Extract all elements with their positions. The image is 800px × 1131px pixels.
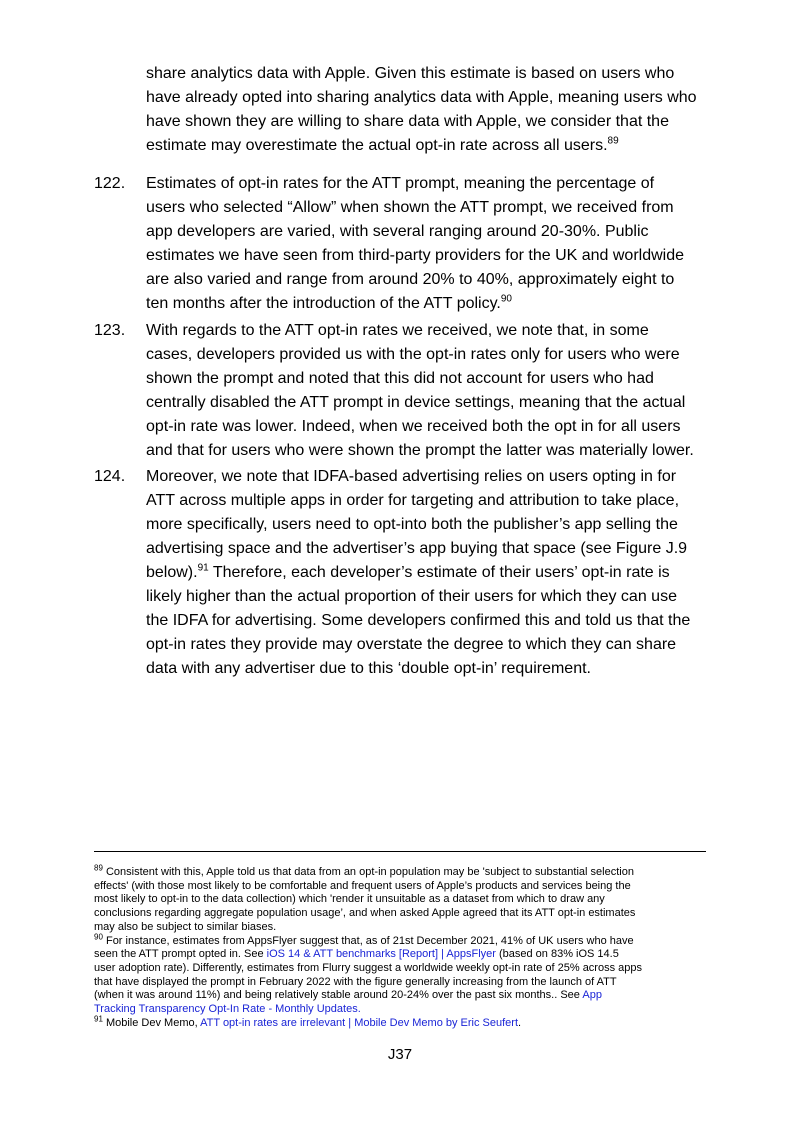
flurry-report-link-continued[interactable]: Tracking Transparency Opt-In Rate - Monthly Updates. [94,1003,361,1016]
paragraph-line: and that for users who were shown the prompt the latter was materially lower. [146,442,694,459]
footnote-text: (when it was around 11%) and being relatively stable around 20-24% over the past six months.. See [94,989,583,1002]
footnote-line: may also be subject to similar biases. [94,920,277,933]
paragraph-line: advertising space and the advertiser’s app buying that space (see Figure J.9 [146,540,688,557]
paragraph-line: share analytics data with Apple. Given this estimate is based on users who [146,65,675,82]
paragraph-line: centrally disabled the ATT prompt in device settings, meaning that the actual [146,394,686,411]
paragraph-line: opt-in rate was lower. Indeed, when we received both the opt in for all users [146,418,681,435]
paragraph-line: the IDFA for advertising. Some developers confirmed this and told us that the [146,612,691,629]
footnote-line: Consistent with this, Apple told us that data from an opt-in population may be 'subject to substantial selection [105,866,634,878]
footnote-ref-91[interactable]: 91 [197,562,209,574]
footnote-separator [94,851,706,852]
paragraph-line: more specifically, users need to opt-into both the publisher’s app selling the [146,516,678,533]
footnote-marker: 90 [94,931,103,941]
footnote-line: For instance, estimates from AppsFlyer suggest that, as of 21st December 2021, 41% of UK users who have [105,934,634,947]
footnote-line: most likely to opt-in to the data collection) which 'render it unsuitable as a dataset from which to draw any [94,893,605,906]
paragraph-124 [94,465,708,681]
paragraph-number: 124. [94,468,126,485]
paragraph-123 [94,319,708,463]
paragraph-line: ten months after the introduction of the ATT policy. [146,295,501,312]
footnote-marker: 91 [94,1014,103,1024]
paragraph-line: Moreover, we note that IDFA-based advertising relies on users opting in for [146,468,677,485]
paragraph-line: likely higher than the actual proportion of their users for which they can use [146,588,677,605]
paragraph-line: estimate may overestimate the actual opt-in rate across all users. [146,137,608,154]
footnote-text: seen the ATT prompt opted in. See [94,948,267,961]
paragraph-line: shown the prompt and noted that this did not account for users who had [146,370,654,387]
paragraph-line: estimates we have seen from third-party providers for the UK and worldwide [146,247,685,264]
footnote-90 [94,931,706,1017]
mobile-dev-memo-link[interactable]: ATT opt-in rates are irrelevant | Mobile Dev Memo by Eric Seufert [200,1016,519,1029]
page-number: J37 [387,1046,413,1063]
paragraph-line: below). [146,564,198,581]
footnote-ref-90[interactable]: 90 [500,293,512,305]
paragraph-line: are also varied and range from around 20% to 40%, approximately eight to [146,271,675,288]
footnote-text: (based on 83% iOS 14.5 [495,948,619,961]
footnote-ref-89[interactable]: 89 [607,135,619,147]
paragraph-line: cases, developers provided us with the opt-in rates only for users who were [146,346,680,363]
paragraph-line: Estimates of opt-in rates for the ATT prompt, meaning the percentage of [146,175,655,192]
paragraph-122 [94,172,708,316]
footnote-89 [94,863,706,935]
paragraph-line: app developers are varied, with several ranging around 20-30%. Public [146,223,649,240]
paragraph-number: 123. [94,322,126,339]
footnote-line: conclusions regarding aggregate population usage’, and when asked Apple agreed that its ATT opt-in estimates [94,907,636,920]
paragraph-line: have already opted into sharing analytics data with Apple, meaning users who [146,89,697,106]
paragraph-line: data with any advertiser due to this ‘double opt-in’ requirement. [146,660,591,677]
paragraph-line: have shown they are willing to share data with Apple, we consider that the [146,113,669,130]
footnote-text: Mobile Dev Memo, [105,1016,201,1029]
flurry-report-link[interactable]: App [582,989,602,1002]
paragraph-number: 122. [94,175,126,192]
footnote-line: user adoption rate). Differently, estimates from Flurry suggest a worldwide weekly opt-in rate of 25% across apps [94,961,643,974]
paragraph-line: opt-in rates they provide may overstate the degree to which they can share [146,636,677,653]
footnotes [94,863,706,1030]
footnote-marker: 89 [94,863,103,873]
paragraph-line: ATT across multiple apps in order for targeting and attribution to take place, [146,492,680,509]
appsflyer-report-link[interactable]: iOS 14 & ATT benchmarks [Report] | AppsFlyer [266,948,496,961]
continuation-paragraph [94,62,708,158]
footnote-line: that have displayed the prompt in February 2022 with the figure generally increasing from the launch of ATT [94,975,617,988]
paragraph-line: users who selected “Allow” when shown the ATT prompt, we received from [146,199,674,216]
paragraph-line: With regards to the ATT opt-in rates we received, we note that, in some [146,322,649,339]
paragraph-line: Therefore, each developer’s estimate of their users’ opt-in rate is [212,564,670,581]
footnote-text: . [518,1016,522,1029]
footnote-line: effects' (with those most likely to be comfortable and frequent users of Apple’s products and services being the [94,879,631,892]
footnote-91 [94,1014,706,1031]
